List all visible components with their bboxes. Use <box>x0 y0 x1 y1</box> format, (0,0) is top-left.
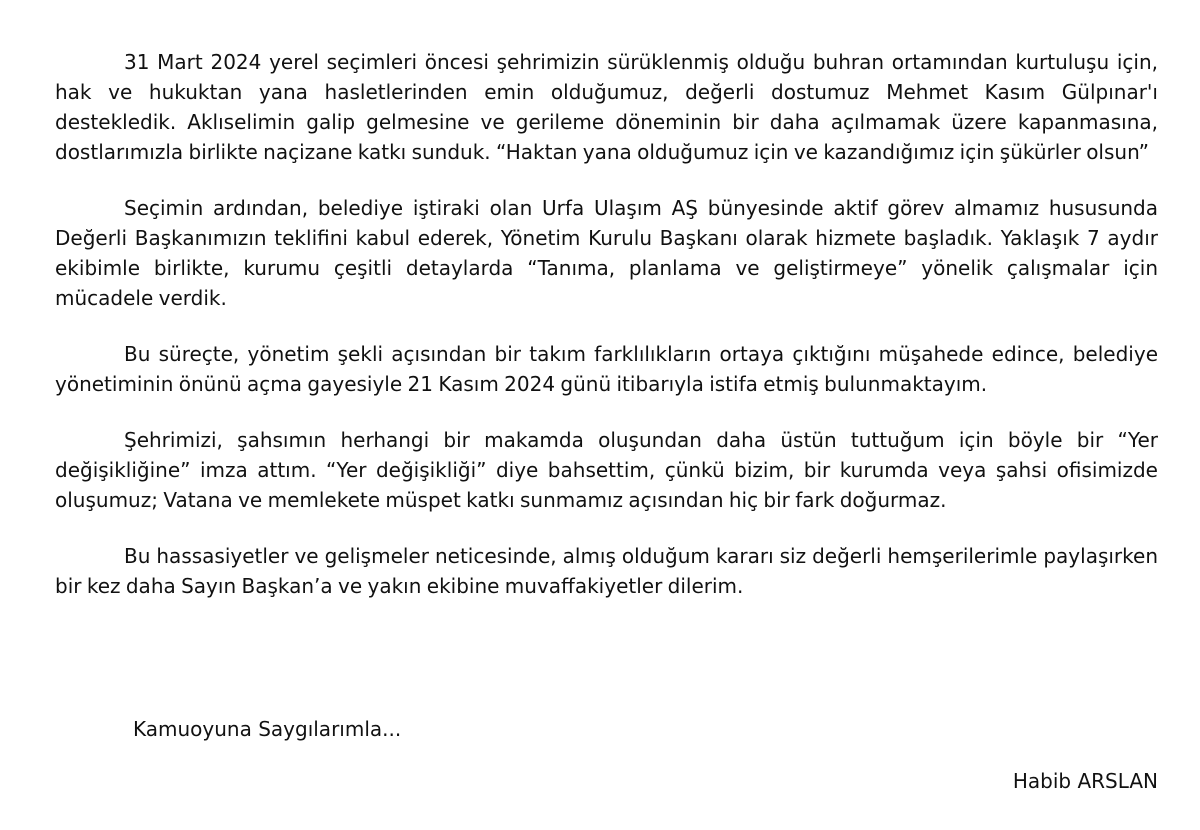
closing-line: Kamuoyuna Saygılarımla... <box>133 717 402 741</box>
statement-body <box>55 47 1158 627</box>
paragraph-3: Bu süreçte, yönetim şekli açısından bir takım farklılıkların ortaya çıktığını müşahede edince, belediye yönetiminin önünü açma gayesiyle 21 Kasım 2024 günü itibarıyla istifa etmiş bulunmaktayım. <box>55 342 1158 396</box>
paragraph-2: Seçimin ardından, belediye iştiraki olan Urfa Ulaşım AŞ bünyesinde aktif görev almamız hususunda Değerli Başkanımızın teklifini kabul ederek, Yönetim Kurulu Başkanı olarak hizmete başladık. Yaklaşık 7 aydır ekibimle birlikte, kurumu çeşitli detaylarda “Tanıma, planlama ve geliştirmeye” yönelik çalışmalar için mücadele verdik. <box>55 196 1158 310</box>
paragraph-4: Şehrimizi, şahsımın herhangi bir makamda oluşundan daha üstün tuttuğum için böyle bir “Yer değişikliğine” imza attım. “Yer değişikliği” diye bahsettim, çünkü bizim, bir kurumda veya şahsi ofisimizde oluşumuz; Vatana ve memlekete müspet katkı sunmamız açısından hiç bir fark doğurmaz. <box>55 428 1158 512</box>
signature-name: Habib ARSLAN <box>1012 769 1158 793</box>
paragraph-1: 31 Mart 2024 yerel seçimleri öncesi şehrimizin sürüklenmiş olduğu buhran ortamından kurtuluşu için, hak ve hukuktan yana hasletlerinden emin olduğumuz, değerli dostumuz Mehmet Kasım Gülpınar'ı destekledik. Aklıselimin galip gelmesine ve gerileme döneminin bir daha açılmamak üzere kapanmasına, dostlarımızla birlikte naçizane katkı sunduk. “Haktan yana olduğumuz için ve kazandığımız için şükürler olsun” <box>55 50 1158 164</box>
paragraph-5: Bu hassasiyetler ve gelişmeler neticesinde, almış olduğum kararı siz değerli hemşerilerimle paylaşırken bir kez daha Sayın Başkan’a ve yakın ekibine muvaffakiyetler dilerim. <box>55 544 1158 598</box>
